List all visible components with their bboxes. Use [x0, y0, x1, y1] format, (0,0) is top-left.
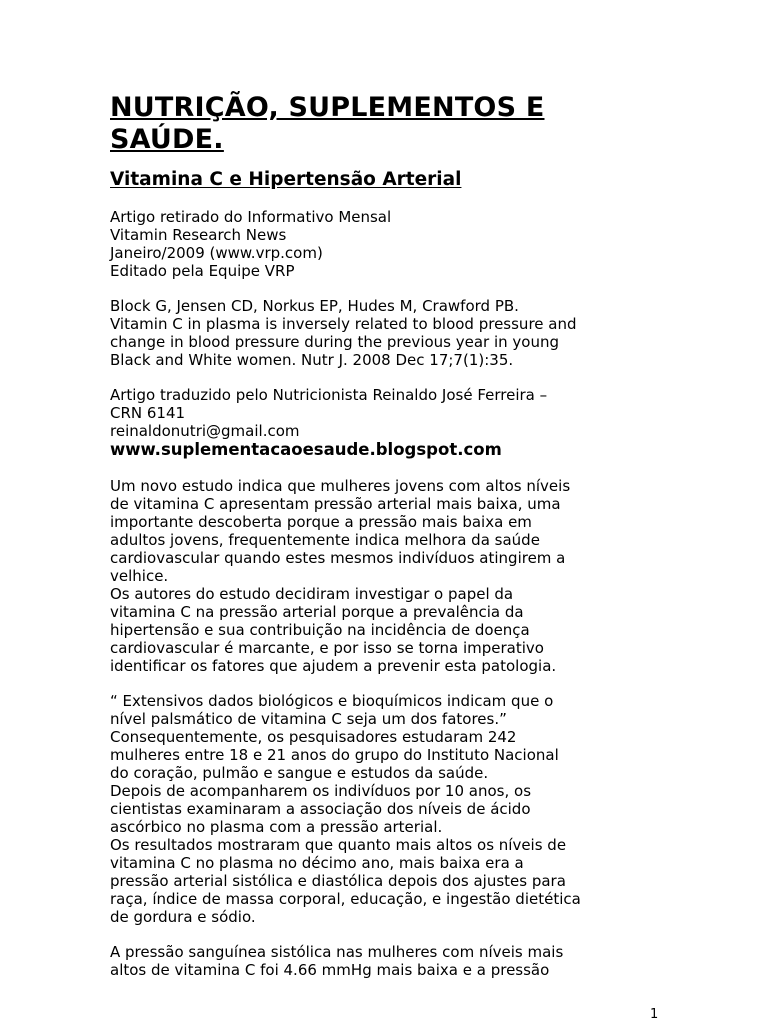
- body-line: velhice.: [110, 567, 169, 585]
- body-paragraph-3: [110, 943, 670, 979]
- body-line: adultos jovens, frequentemente indica melhora da saúde: [110, 531, 540, 549]
- body-line: de vitamina C apresentam pressão arterial mais baixa, uma: [110, 495, 561, 513]
- body-line: hipertensão e sua contribuição na incidência de doença: [110, 621, 530, 639]
- document-page: [110, 92, 670, 979]
- citation-line: Vitamin C in plasma is inversely related to blood pressure and: [110, 315, 577, 333]
- citation-line: Black and White women. Nutr J. 2008 Dec 17;7(1):35.: [110, 351, 514, 369]
- body-line: “ Extensivos dados biológicos e bioquímicos indicam que o: [110, 692, 554, 710]
- body-line: Consequentemente, os pesquisadores estudaram 242: [110, 728, 517, 746]
- body-line: cientistas examinaram a associação dos níveis de ácido: [110, 800, 531, 818]
- body-line: cardiovascular é marcante, e por isso se torna imperativo: [110, 639, 544, 657]
- page-number: 1: [650, 1007, 659, 1022]
- body-line: identificar os fatores que ajudem a prevenir esta patologia.: [110, 657, 557, 675]
- body-line: de gordura e sódio.: [110, 908, 256, 926]
- source-line: Vitamin Research News: [110, 226, 287, 244]
- body-line: altos de vitamina C foi 4.66 mmHg mais baixa e a pressão: [110, 961, 550, 979]
- body-line: Os resultados mostraram que quanto mais altos os níveis de: [110, 836, 567, 854]
- translator-line: CRN 6141: [110, 404, 186, 422]
- body-line: do coração, pulmão e sangue e estudos da saúde.: [110, 764, 489, 782]
- body-line: Depois de acompanharem os indivíduos por 10 anos, os: [110, 782, 532, 800]
- body-line: nível palsmático de vitamina C seja um dos fatores.”: [110, 710, 507, 728]
- body-line: mulheres entre 18 e 21 anos do grupo do Instituto Nacional: [110, 746, 559, 764]
- translator-info: [110, 386, 670, 460]
- document-subtitle: Vitamina C e Hipertensão Arterial: [110, 169, 462, 190]
- body-paragraph-2: [110, 692, 670, 926]
- body-line: cardiovascular quando estes mesmos indivíduos atingirem a: [110, 549, 566, 567]
- body-line: importante descoberta porque a pressão mais baixa em: [110, 513, 532, 531]
- translator-email: reinaldonutri@gmail.com: [110, 422, 300, 440]
- website-link[interactable]: www.suplementacaoesaude.blogspot.com: [110, 440, 502, 459]
- citation-line: change in blood pressure during the previous year in young: [110, 333, 560, 351]
- body-line: raça, índice de massa corporal, educação, e ingestão dietética: [110, 890, 581, 908]
- translator-line: Artigo traduzido pelo Nutricionista Reinaldo José Ferreira –: [110, 386, 548, 404]
- citation-line: Block G, Jensen CD, Norkus EP, Hudes M, Crawford PB.: [110, 297, 519, 315]
- body-line: ascórbico no plasma com a pressão arterial.: [110, 818, 443, 836]
- body-line: vitamina C no plasma no décimo ano, mais baixa era a: [110, 854, 524, 872]
- body-line: vitamina C na pressão arterial porque a prevalência da: [110, 603, 524, 621]
- title-line: NUTRIÇÃO, SUPLEMENTOS E: [110, 92, 545, 123]
- citation: [110, 297, 670, 369]
- body-line: A pressão sanguínea sistólica nas mulheres com níveis mais: [110, 943, 564, 961]
- body-line: pressão arterial sistólica e diastólica depois dos ajustes para: [110, 872, 566, 890]
- body-paragraph-1: [110, 477, 670, 675]
- source-line: Editado pela Equipe VRP: [110, 262, 295, 280]
- source-info: [110, 208, 670, 280]
- title-line: SAÚDE.: [110, 124, 224, 155]
- document-title: [110, 92, 670, 156]
- body-line: Um novo estudo indica que mulheres jovens com altos níveis: [110, 477, 571, 495]
- body-line: Os autores do estudo decidiram investigar o papel da: [110, 585, 514, 603]
- source-line: Janeiro/2009 (www.vrp.com): [110, 244, 323, 262]
- source-line: Artigo retirado do Informativo Mensal: [110, 208, 392, 226]
